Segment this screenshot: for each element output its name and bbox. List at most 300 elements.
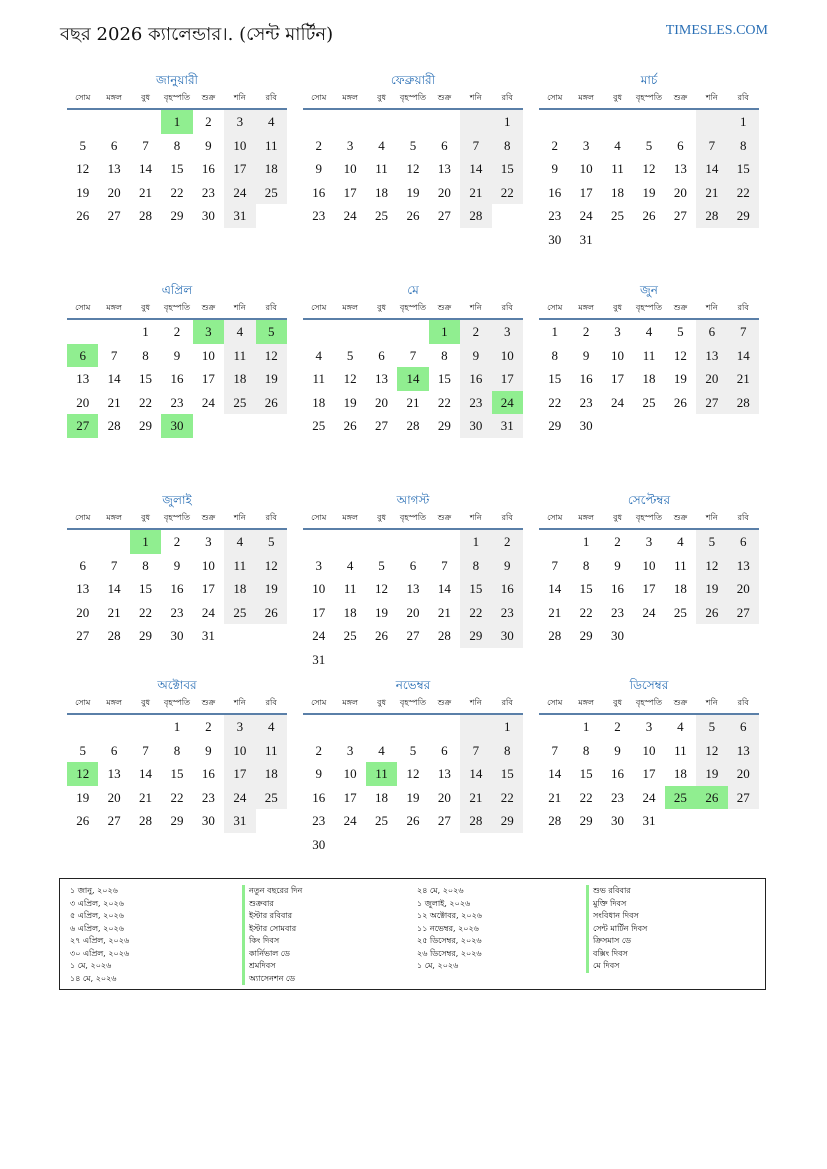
day-cell[interactable]: 31 [579, 231, 593, 247]
day-cell[interactable]: 5 [256, 530, 287, 554]
day-cell[interactable]: 23 [170, 394, 184, 410]
day-cell[interactable]: 29 [548, 418, 562, 434]
day-cell[interactable]: 11 [312, 371, 325, 387]
day-cell[interactable]: 8 [551, 347, 558, 363]
day-cell[interactable]: 24 [492, 391, 523, 415]
day-cell[interactable]: 22 [728, 181, 759, 205]
day-cell[interactable]: 22 [492, 786, 523, 810]
day-cell[interactable]: 31 [201, 628, 215, 644]
day-cell[interactable]: 11 [611, 161, 624, 177]
day-cell[interactable]: 12 [696, 739, 727, 763]
day-cell[interactable]: 18 [673, 766, 687, 782]
day-cell[interactable]: 19 [256, 577, 287, 601]
day-cell[interactable]: 6 [67, 344, 98, 368]
day-cell[interactable]: 27 [107, 208, 121, 224]
day-cell[interactable]: 25 [256, 181, 287, 205]
day-cell[interactable]: 6 [696, 320, 727, 344]
day-cell[interactable]: 2 [614, 719, 621, 734]
day-cell[interactable]: 14 [696, 157, 727, 181]
day-cell[interactable]: 18 [312, 394, 326, 410]
day-cell[interactable]: 6 [441, 742, 448, 758]
day-cell[interactable]: 15 [548, 371, 562, 387]
day-cell[interactable]: 12 [256, 554, 287, 578]
day-cell[interactable]: 23 [201, 184, 215, 200]
day-cell[interactable]: 31 [642, 813, 656, 829]
day-cell[interactable]: 29 [460, 624, 491, 648]
day-cell[interactable]: 25 [642, 394, 656, 410]
day-cell[interactable]: 1 [492, 715, 523, 739]
day-cell[interactable]: 26 [256, 391, 287, 415]
day-cell[interactable]: 9 [173, 557, 181, 573]
day-cell[interactable]: 8 [582, 742, 590, 758]
day-cell[interactable]: 21 [728, 367, 759, 391]
day-cell[interactable]: 17 [343, 789, 357, 805]
day-cell[interactable]: 21 [107, 604, 121, 620]
day-cell[interactable]: 12 [673, 347, 687, 363]
day-cell[interactable]: 20 [437, 184, 451, 200]
day-cell[interactable]: 10 [343, 766, 357, 782]
day-cell[interactable]: 17 [579, 184, 593, 200]
day-cell[interactable]: 19 [406, 789, 420, 805]
day-cell[interactable]: 12 [696, 554, 727, 578]
day-cell[interactable]: 20 [375, 394, 389, 410]
day-cell[interactable]: 8 [492, 739, 523, 763]
day-cell[interactable]: 8 [460, 554, 491, 578]
day-cell[interactable]: 23 [611, 604, 625, 620]
day-cell[interactable]: 8 [173, 742, 181, 758]
day-cell[interactable]: 29 [170, 208, 184, 224]
day-cell[interactable]: 12 [642, 161, 656, 177]
day-cell[interactable]: 3 [315, 557, 322, 573]
day-cell[interactable]: 14 [460, 157, 491, 181]
day-cell[interactable]: 17 [201, 581, 215, 597]
day-cell[interactable]: 4 [256, 715, 287, 739]
day-cell[interactable]: 24 [312, 628, 326, 644]
day-cell[interactable]: 6 [728, 715, 759, 739]
day-cell[interactable]: 31 [312, 651, 326, 667]
day-cell[interactable]: 18 [642, 371, 656, 387]
day-cell[interactable]: 11 [674, 742, 687, 758]
day-cell[interactable]: 3 [193, 320, 224, 344]
day-cell[interactable]: 31 [492, 414, 523, 438]
day-cell[interactable]: 25 [665, 786, 696, 810]
day-cell[interactable]: 29 [170, 813, 184, 829]
day-cell[interactable]: 18 [256, 762, 287, 786]
day-cell[interactable]: 18 [224, 367, 255, 391]
day-cell[interactable]: 16 [170, 581, 184, 597]
day-cell[interactable]: 20 [696, 367, 727, 391]
day-cell[interactable]: 6 [110, 742, 118, 758]
day-cell[interactable]: 11 [224, 344, 255, 368]
day-cell[interactable]: 25 [256, 786, 287, 810]
day-cell[interactable]: 19 [696, 762, 727, 786]
day-cell[interactable]: 7 [110, 557, 118, 573]
day-cell[interactable]: 4 [614, 137, 621, 153]
day-cell[interactable]: 9 [551, 161, 558, 177]
day-cell[interactable]: 4 [256, 110, 287, 134]
day-cell[interactable]: 13 [406, 581, 420, 597]
day-cell[interactable]: 19 [343, 394, 357, 410]
day-cell[interactable]: 22 [437, 394, 451, 410]
day-cell[interactable]: 29 [579, 813, 593, 829]
day-cell[interactable]: 19 [76, 184, 90, 200]
day-cell[interactable]: 7 [441, 557, 448, 573]
day-cell[interactable]: 28 [437, 628, 451, 644]
day-cell[interactable]: 7 [142, 742, 149, 758]
day-cell[interactable]: 8 [441, 347, 448, 363]
day-cell[interactable]: 30 [201, 208, 215, 224]
day-cell[interactable]: 28 [139, 813, 153, 829]
day-cell[interactable]: 15 [579, 581, 593, 597]
day-cell[interactable]: 30 [170, 628, 184, 644]
day-cell[interactable]: 11 [366, 762, 397, 786]
day-cell[interactable]: 26 [696, 601, 727, 625]
day-cell[interactable]: 15 [728, 157, 759, 181]
day-cell[interactable]: 22 [460, 601, 491, 625]
day-cell[interactable]: 30 [201, 813, 215, 829]
day-cell[interactable]: 6 [378, 347, 385, 363]
day-cell[interactable]: 4 [677, 534, 684, 549]
day-cell[interactable]: 6 [409, 557, 417, 573]
day-cell[interactable]: 27 [437, 813, 451, 829]
day-cell[interactable]: 24 [201, 394, 215, 410]
day-cell[interactable]: 3 [224, 110, 255, 134]
day-cell[interactable]: 10 [642, 557, 656, 573]
day-cell[interactable]: 5 [409, 137, 417, 153]
day-cell[interactable]: 8 [142, 347, 149, 363]
day-cell[interactable]: 24 [343, 813, 357, 829]
day-cell[interactable]: 17 [201, 371, 215, 387]
site-link[interactable]: TIMESLES.COM [665, 23, 768, 38]
day-cell[interactable]: 20 [107, 789, 121, 805]
day-cell[interactable]: 19 [406, 184, 420, 200]
day-cell[interactable]: 1 [142, 324, 149, 339]
day-cell[interactable]: 24 [642, 604, 656, 620]
day-cell[interactable]: 9 [614, 557, 621, 573]
day-cell[interactable]: 23 [579, 394, 593, 410]
day-cell[interactable]: 25 [611, 208, 625, 224]
day-cell[interactable]: 9 [614, 742, 621, 758]
day-cell[interactable]: 7 [460, 739, 491, 763]
day-cell[interactable]: 11 [674, 557, 687, 573]
day-cell[interactable]: 2 [173, 324, 181, 339]
day-cell[interactable]: 28 [139, 208, 153, 224]
day-cell[interactable]: 13 [107, 161, 121, 177]
day-cell[interactable]: 28 [460, 204, 491, 228]
day-cell[interactable]: 11 [256, 739, 287, 763]
day-cell[interactable]: 2 [460, 320, 491, 344]
day-cell[interactable]: 1 [582, 534, 590, 549]
day-cell[interactable]: 22 [579, 789, 593, 805]
day-cell[interactable]: 3 [582, 137, 590, 153]
day-cell[interactable]: 13 [437, 766, 451, 782]
day-cell[interactable]: 10 [312, 581, 326, 597]
day-cell[interactable]: 27 [67, 414, 98, 438]
day-cell[interactable]: 4 [645, 324, 653, 339]
day-cell[interactable]: 26 [406, 813, 420, 829]
day-cell[interactable]: 16 [170, 371, 184, 387]
day-cell[interactable]: 12 [343, 371, 357, 387]
day-cell[interactable]: 13 [696, 344, 727, 368]
day-cell[interactable]: 17 [642, 766, 656, 782]
day-cell[interactable]: 7 [551, 742, 558, 758]
day-cell[interactable]: 20 [76, 604, 90, 620]
day-cell[interactable]: 28 [107, 628, 121, 644]
day-cell[interactable]: 28 [728, 391, 759, 415]
day-cell[interactable]: 13 [107, 766, 121, 782]
day-cell[interactable]: 20 [673, 184, 687, 200]
day-cell[interactable]: 23 [170, 604, 184, 620]
day-cell[interactable]: 24 [224, 181, 255, 205]
day-cell[interactable]: 12 [67, 762, 98, 786]
day-cell[interactable]: 8 [728, 134, 759, 158]
day-cell[interactable]: 28 [696, 204, 727, 228]
day-cell[interactable]: 7 [728, 320, 759, 344]
day-cell[interactable]: 2 [492, 530, 523, 554]
day-cell[interactable]: 2 [551, 137, 558, 153]
day-cell[interactable]: 30 [312, 836, 326, 852]
day-cell[interactable]: 23 [460, 391, 491, 415]
day-cell[interactable]: 20 [76, 394, 90, 410]
day-cell[interactable]: 19 [76, 789, 90, 805]
day-cell[interactable]: 13 [673, 161, 687, 177]
day-cell[interactable]: 17 [611, 371, 625, 387]
day-cell[interactable]: 11 [343, 581, 357, 597]
day-cell[interactable]: 28 [548, 628, 562, 644]
day-cell[interactable]: 10 [201, 557, 215, 573]
day-cell[interactable]: 22 [579, 604, 593, 620]
day-cell[interactable]: 25 [673, 604, 687, 620]
day-cell[interactable]: 28 [406, 418, 420, 434]
day-cell[interactable]: 30 [161, 414, 192, 438]
day-cell[interactable]: 14 [460, 762, 491, 786]
day-cell[interactable]: 1 [130, 530, 161, 554]
day-cell[interactable]: 22 [548, 394, 562, 410]
day-cell[interactable]: 16 [611, 766, 625, 782]
day-cell[interactable]: 2 [315, 742, 322, 758]
day-cell[interactable]: 14 [437, 581, 451, 597]
day-cell[interactable]: 2 [315, 137, 322, 153]
day-cell[interactable]: 3 [645, 534, 653, 549]
day-cell[interactable]: 30 [579, 418, 593, 434]
day-cell[interactable]: 3 [224, 715, 255, 739]
day-cell[interactable]: 24 [579, 208, 593, 224]
day-cell[interactable]: 25 [224, 601, 255, 625]
day-cell[interactable]: 1 [173, 719, 181, 734]
day-cell[interactable]: 13 [728, 739, 759, 763]
day-cell[interactable]: 9 [173, 347, 181, 363]
day-cell[interactable]: 18 [256, 157, 287, 181]
day-cell[interactable]: 24 [201, 604, 215, 620]
day-cell[interactable]: 6 [79, 557, 86, 573]
day-cell[interactable]: 7 [142, 137, 149, 153]
day-cell[interactable]: 14 [107, 581, 121, 597]
day-cell[interactable]: 28 [107, 418, 121, 434]
day-cell[interactable]: 2 [614, 534, 621, 549]
day-cell[interactable]: 31 [224, 809, 255, 833]
day-cell[interactable]: 5 [79, 742, 86, 758]
day-cell[interactable]: 26 [375, 628, 389, 644]
day-cell[interactable]: 2 [582, 324, 590, 339]
day-cell[interactable]: 12 [406, 161, 420, 177]
day-cell[interactable]: 27 [696, 391, 727, 415]
day-cell[interactable]: 12 [256, 344, 287, 368]
day-cell[interactable]: 12 [375, 581, 389, 597]
day-cell[interactable]: 23 [201, 789, 215, 805]
day-cell[interactable]: 29 [579, 628, 593, 644]
day-cell[interactable]: 5 [79, 137, 86, 153]
day-cell[interactable]: 1 [728, 110, 759, 134]
day-cell[interactable]: 15 [139, 371, 153, 387]
day-cell[interactable]: 10 [579, 161, 593, 177]
day-cell[interactable]: 15 [492, 762, 523, 786]
day-cell[interactable]: 17 [642, 581, 656, 597]
day-cell[interactable]: 26 [76, 208, 90, 224]
day-cell[interactable]: 19 [375, 604, 389, 620]
day-cell[interactable]: 11 [224, 554, 255, 578]
day-cell[interactable]: 15 [170, 766, 184, 782]
day-cell[interactable]: 6 [110, 137, 118, 153]
day-cell[interactable]: 22 [139, 604, 153, 620]
day-cell[interactable]: 4 [378, 742, 385, 758]
day-cell[interactable]: 10 [642, 742, 656, 758]
day-cell[interactable]: 30 [611, 628, 625, 644]
day-cell[interactable]: 14 [397, 367, 428, 391]
day-cell[interactable]: 4 [224, 320, 255, 344]
day-cell[interactable]: 18 [224, 577, 255, 601]
day-cell[interactable]: 16 [201, 766, 215, 782]
day-cell[interactable]: 26 [673, 394, 687, 410]
day-cell[interactable]: 11 [256, 134, 287, 158]
day-cell[interactable]: 18 [343, 604, 357, 620]
day-cell[interactable]: 30 [548, 231, 562, 247]
day-cell[interactable]: 17 [224, 762, 255, 786]
day-cell[interactable]: 28 [460, 809, 491, 833]
day-cell[interactable]: 9 [582, 347, 590, 363]
day-cell[interactable]: 3 [346, 742, 354, 758]
day-cell[interactable]: 10 [343, 161, 357, 177]
day-cell[interactable]: 27 [107, 813, 121, 829]
day-cell[interactable]: 16 [548, 184, 562, 200]
day-cell[interactable]: 24 [343, 208, 357, 224]
day-cell[interactable]: 27 [728, 601, 759, 625]
day-cell[interactable]: 10 [492, 344, 523, 368]
day-cell[interactable]: 16 [579, 371, 593, 387]
day-cell[interactable]: 2 [205, 114, 212, 129]
day-cell[interactable]: 19 [673, 371, 687, 387]
day-cell[interactable]: 9 [460, 344, 491, 368]
day-cell[interactable]: 15 [492, 157, 523, 181]
day-cell[interactable]: 21 [548, 604, 562, 620]
day-cell[interactable]: 17 [492, 367, 523, 391]
day-cell[interactable]: 5 [256, 320, 287, 344]
day-cell[interactable]: 15 [139, 581, 153, 597]
day-cell[interactable]: 25 [343, 628, 357, 644]
day-cell[interactable]: 7 [409, 347, 417, 363]
day-cell[interactable]: 10 [224, 134, 255, 158]
day-cell[interactable]: 9 [205, 742, 212, 758]
day-cell[interactable]: 5 [677, 324, 684, 339]
day-cell[interactable]: 13 [375, 371, 389, 387]
day-cell[interactable]: 10 [201, 347, 215, 363]
day-cell[interactable]: 17 [312, 604, 326, 620]
day-cell[interactable]: 8 [173, 137, 181, 153]
day-cell[interactable]: 21 [107, 394, 121, 410]
day-cell[interactable]: 6 [728, 530, 759, 554]
day-cell[interactable]: 11 [642, 347, 656, 363]
day-cell[interactable]: 9 [492, 554, 523, 578]
day-cell[interactable]: 8 [492, 134, 523, 158]
day-cell[interactable]: 13 [76, 371, 90, 387]
day-cell[interactable]: 25 [375, 208, 389, 224]
day-cell[interactable]: 26 [256, 601, 287, 625]
day-cell[interactable]: 9 [315, 161, 322, 177]
day-cell[interactable]: 21 [406, 394, 420, 410]
day-cell[interactable]: 1 [429, 320, 460, 344]
day-cell[interactable]: 2 [205, 719, 212, 734]
day-cell[interactable]: 29 [437, 418, 451, 434]
day-cell[interactable]: 16 [201, 161, 215, 177]
day-cell[interactable]: 4 [677, 719, 684, 734]
day-cell[interactable]: 14 [107, 371, 121, 387]
day-cell[interactable]: 15 [170, 161, 184, 177]
day-cell[interactable]: 13 [437, 161, 451, 177]
day-cell[interactable]: 17 [343, 184, 357, 200]
day-cell[interactable]: 15 [460, 577, 491, 601]
day-cell[interactable]: 26 [406, 208, 420, 224]
day-cell[interactable]: 16 [611, 581, 625, 597]
day-cell[interactable]: 14 [139, 766, 153, 782]
day-cell[interactable]: 3 [492, 320, 523, 344]
day-cell[interactable]: 16 [312, 789, 326, 805]
day-cell[interactable]: 4 [346, 557, 354, 573]
day-cell[interactable]: 19 [256, 367, 287, 391]
day-cell[interactable]: 14 [548, 581, 562, 597]
day-cell[interactable]: 17 [224, 157, 255, 181]
day-cell[interactable]: 1 [551, 324, 558, 339]
day-cell[interactable]: 22 [170, 184, 184, 200]
day-cell[interactable]: 18 [611, 184, 625, 200]
day-cell[interactable]: 19 [696, 577, 727, 601]
day-cell[interactable]: 19 [642, 184, 656, 200]
day-cell[interactable]: 14 [548, 766, 562, 782]
day-cell[interactable]: 1 [582, 719, 590, 734]
day-cell[interactable]: 3 [614, 324, 621, 339]
day-cell[interactable]: 23 [611, 789, 625, 805]
day-cell[interactable]: 21 [548, 789, 562, 805]
day-cell[interactable]: 22 [170, 789, 184, 805]
day-cell[interactable]: 26 [343, 418, 357, 434]
day-cell[interactable]: 27 [437, 208, 451, 224]
day-cell[interactable]: 27 [375, 418, 389, 434]
day-cell[interactable]: 27 [406, 628, 420, 644]
day-cell[interactable]: 13 [728, 554, 759, 578]
day-cell[interactable]: 12 [406, 766, 420, 782]
day-cell[interactable]: 25 [312, 418, 326, 434]
day-cell[interactable]: 1 [492, 110, 523, 134]
day-cell[interactable]: 25 [224, 391, 255, 415]
day-cell[interactable]: 21 [139, 184, 153, 200]
day-cell[interactable]: 23 [312, 813, 326, 829]
day-cell[interactable]: 27 [76, 628, 90, 644]
day-cell[interactable]: 6 [677, 137, 684, 153]
day-cell[interactable]: 26 [76, 813, 90, 829]
day-cell[interactable]: 3 [346, 137, 354, 153]
day-cell[interactable]: 8 [142, 557, 149, 573]
day-cell[interactable]: 30 [460, 414, 491, 438]
day-cell[interactable]: 20 [728, 762, 759, 786]
day-cell[interactable]: 31 [224, 204, 255, 228]
